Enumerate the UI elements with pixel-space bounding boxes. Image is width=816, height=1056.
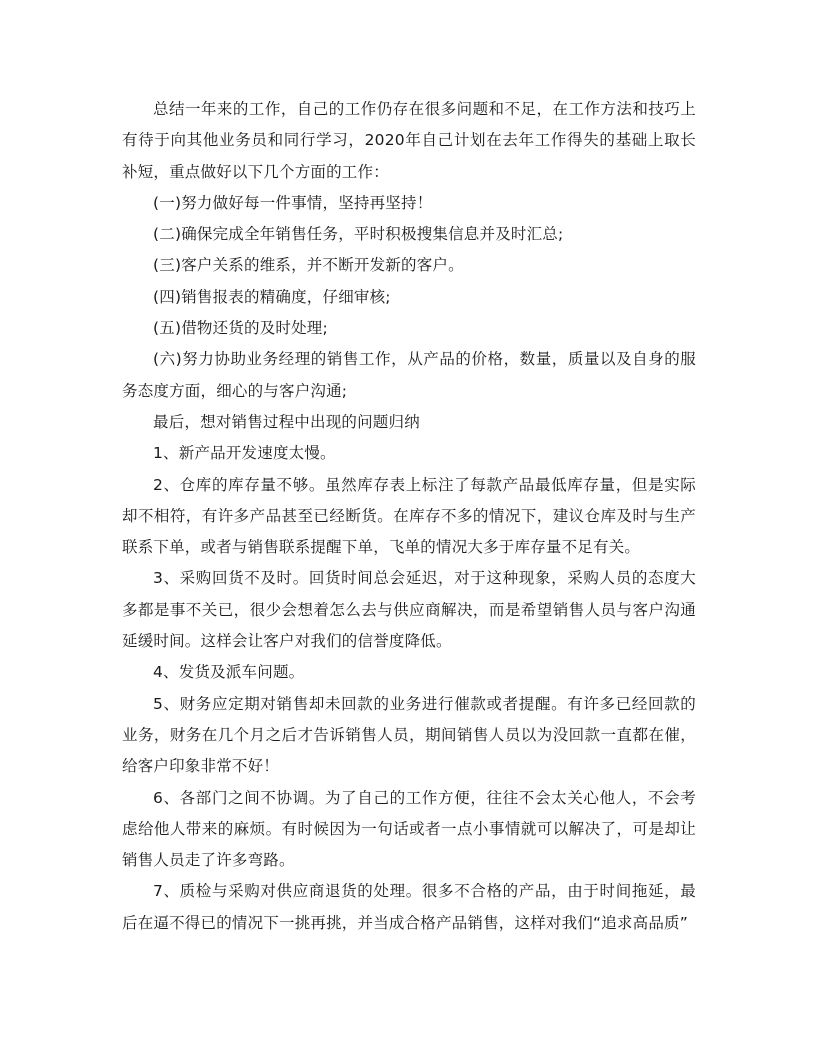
paragraph-plan-item-3: (三)客户关系的维系，并不断开发新的客户。 bbox=[153, 256, 464, 275]
paragraph-problem-6: 6、各部门之间不协调。为了自己的工作方便，往往不会太关心他人，不会考虑给他人带来的麻烦。有时候因为一句话或者一点小事情就可以解决了，可是却让销售人员走了许多弯路。 bbox=[122, 788, 696, 870]
paragraph-plan-item-1: (一)努力做好每一件事情，坚持再坚持！ bbox=[153, 193, 433, 212]
paragraph-plan-item-4: (四)销售报表的精确度，仔细审核; bbox=[153, 287, 391, 306]
paragraph-problem-4: 4、发货及派车问题。 bbox=[153, 663, 305, 682]
paragraph-problem-3: 3、采购回货不及时。回货时间总会延迟，对于这种现象，采购人员的态度大多都是事不关已，很少会想着怎么去与供应商解决，而是希望销售人员与客户沟通延缓时间。这样会让客户对我们的信誉度降低。 bbox=[122, 569, 696, 651]
paragraph-problem-7: 7、质检与采购对供应商退货的处理。很多不合格的产品，由于时间拖延，最后在逼不得已的情况下一挑再挑，并当成合格产品销售，这样对我们“追求高品质” bbox=[122, 882, 696, 932]
paragraph-problem-1: 1、新产品开发速度太慢。 bbox=[153, 444, 336, 463]
paragraph-problem-2: 2、仓库的库存量不够。虽然库存表上标注了每款产品最低库存量，但是实际却不相符，有许多产品甚至已经断货。在库存不多的情况下，建议仓库及时与生产联系下单，或者与销售联系提醒下单，飞单的情况大多于库存量不足有关。 bbox=[122, 475, 696, 557]
paragraph-problem-5: 5、财务应定期对销售却未回款的业务进行催款或者提醒。有许多已经回款的业务，财务在几个月之后才告诉销售人员，期间销售人员以为没回款一直都在催，给客户印象非常不好！ bbox=[122, 694, 696, 776]
document-page bbox=[122, 94, 696, 939]
paragraph-plan-item-2: (二)确保完成全年销售任务，平时积极搜集信息并及时汇总; bbox=[153, 225, 564, 244]
paragraph-problems-intro: 最后，想对销售过程中出现的问题归纳 bbox=[153, 412, 420, 431]
paragraph-plan-item-5: (五)借物还货的及时处理; bbox=[153, 319, 328, 338]
paragraph-plan-item-6: (六)努力协助业务经理的销售工作，从产品的价格，数量，质量以及自身的服务态度方面，细心的与客户沟通; bbox=[122, 350, 696, 400]
paragraph-summary-intro: 总结一年来的工作，自己的工作仍存在很多问题和不足，在工作方法和技巧上有待于向其他业务员和同行学习，2020年自己计划在去年工作得失的基础上取长补短，重点做好以下几个方面的工作： bbox=[122, 100, 696, 181]
